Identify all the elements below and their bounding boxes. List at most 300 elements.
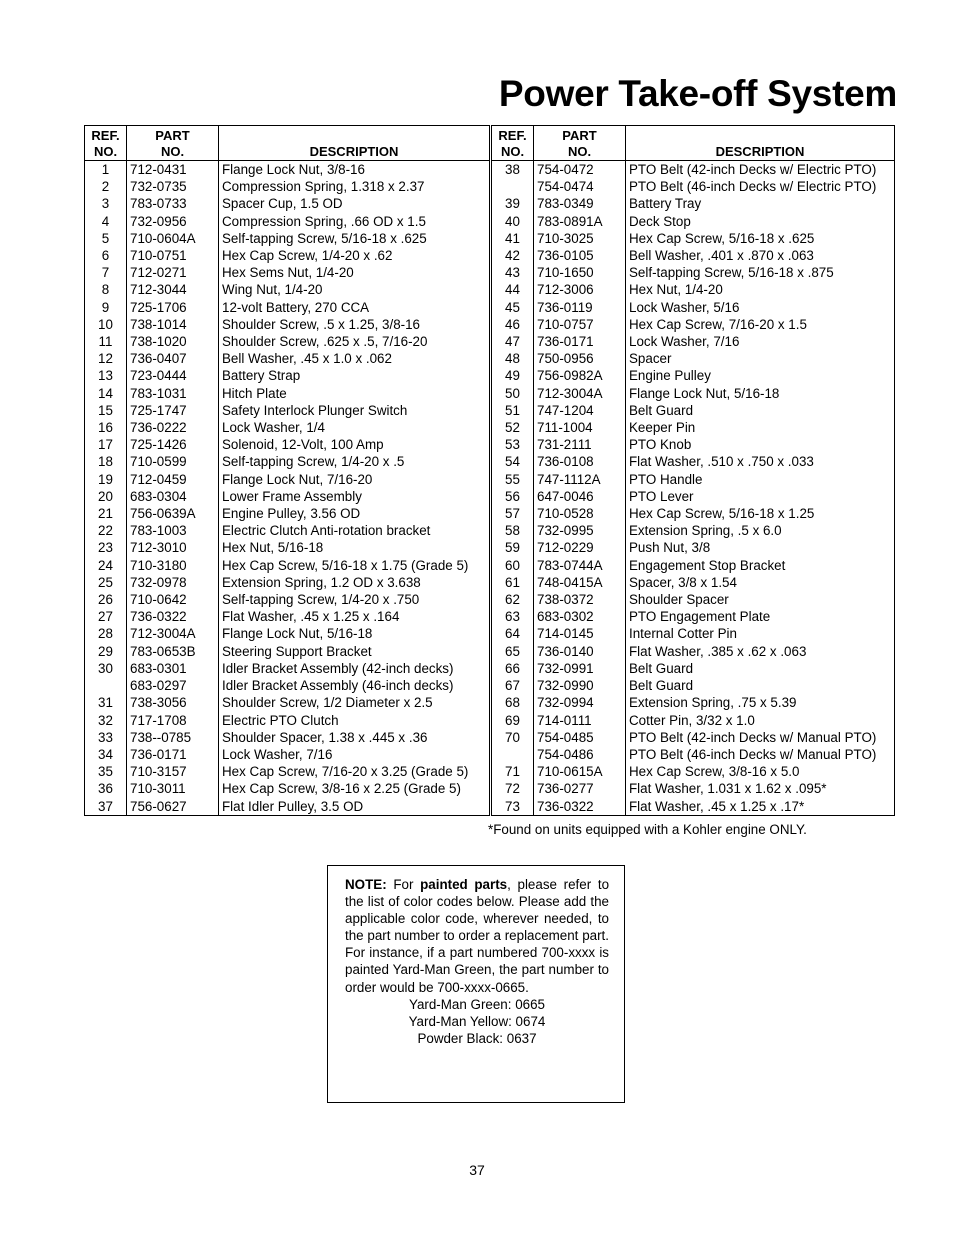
- table-row: [492, 798, 895, 816]
- description-cell: Compression Spring, 1.318 x 2.37: [219, 178, 490, 195]
- part-number-cell: 732-0995: [534, 522, 626, 539]
- note-bold-phrase: painted parts: [420, 877, 508, 892]
- part-number-cell: 783-0653B: [127, 643, 219, 660]
- description-cell: Flat Washer, 1.031 x 1.62 x .095*: [626, 780, 895, 797]
- table-row: [85, 316, 490, 333]
- part-number-cell: 736-0322: [127, 608, 219, 625]
- parts-table-right: [491, 125, 895, 816]
- description-cell: Battery Strap: [219, 367, 490, 384]
- part-number-cell: 732-0735: [127, 178, 219, 195]
- part-number-cell: 783-0891A: [534, 213, 626, 230]
- table-row: [85, 763, 490, 780]
- ref-cell: 32: [85, 712, 127, 729]
- table-row: [492, 350, 895, 367]
- part-number-cell: 736-0171: [534, 333, 626, 350]
- ref-cell: 38: [492, 161, 534, 179]
- table-row: [492, 195, 895, 212]
- description-cell: Engagement Stop Bracket: [626, 557, 895, 574]
- ref-cell: 33: [85, 729, 127, 746]
- part-number-cell: 710-0599: [127, 453, 219, 470]
- part-number-cell: 736-0277: [534, 780, 626, 797]
- ref-cell: 17: [85, 436, 127, 453]
- part-number-cell: 731-2111: [534, 436, 626, 453]
- ref-cell: 23: [85, 539, 127, 556]
- ref-cell: 72: [492, 780, 534, 797]
- ref-cell: 21: [85, 505, 127, 522]
- table-row: [492, 608, 895, 625]
- ref-cell: 4: [85, 213, 127, 230]
- description-cell: Flat Washer, .510 x .750 x .033: [626, 453, 895, 470]
- part-number-cell: 712-3004A: [127, 625, 219, 642]
- part-number-cell: 756-0639A: [127, 505, 219, 522]
- ref-cell: 63: [492, 608, 534, 625]
- part-number-cell: 738-0372: [534, 591, 626, 608]
- table-row: [492, 247, 895, 264]
- description-cell: PTO Lever: [626, 488, 895, 505]
- table-row: [85, 402, 490, 419]
- description-cell: Flat Washer, .45 x 1.25 x .164: [219, 608, 490, 625]
- table-row: [492, 230, 895, 247]
- ref-cell: 70: [492, 729, 534, 746]
- part-number-cell: 750-0956: [534, 350, 626, 367]
- part-number-cell: 710-3157: [127, 763, 219, 780]
- part-number-cell: 736-0171: [127, 746, 219, 763]
- header-ref: REF. NO.: [492, 126, 534, 161]
- ref-cell: 73: [492, 798, 534, 816]
- part-number-cell: 747-1204: [534, 402, 626, 419]
- table-row: [492, 316, 895, 333]
- description-cell: Solenoid, 12-Volt, 100 Amp: [219, 436, 490, 453]
- footnote: *Found on units equipped with a Kohler engine ONLY.: [488, 822, 807, 837]
- ref-cell: 58: [492, 522, 534, 539]
- description-cell: Idler Bracket Assembly (46-inch decks): [219, 677, 490, 694]
- part-number-cell: 756-0982A: [534, 367, 626, 384]
- table-row: [85, 419, 490, 436]
- table-row: [85, 299, 490, 316]
- ref-cell: 34: [85, 746, 127, 763]
- ref-cell: 55: [492, 471, 534, 488]
- ref-cell: 13: [85, 367, 127, 384]
- table-row: [492, 746, 895, 763]
- color-code-note-box: [327, 865, 625, 1103]
- table-row: [85, 557, 490, 574]
- table-row: [492, 729, 895, 746]
- description-cell: Compression Spring, .66 OD x 1.5: [219, 213, 490, 230]
- description-cell: Hex Cap Screw, 5/16-18 x 1.75 (Grade 5): [219, 557, 490, 574]
- description-cell: Belt Guard: [626, 677, 895, 694]
- table-row: [492, 660, 895, 677]
- table-row: [492, 643, 895, 660]
- table-row: [85, 660, 490, 677]
- description-cell: Spacer Cup, 1.5 OD: [219, 195, 490, 212]
- table-row: [85, 230, 490, 247]
- part-number-cell: 723-0444: [127, 367, 219, 384]
- part-number-cell: 738-3056: [127, 694, 219, 711]
- part-number-cell: 647-0046: [534, 488, 626, 505]
- table-row: [85, 333, 490, 350]
- ref-cell: 10: [85, 316, 127, 333]
- table-row: [85, 539, 490, 556]
- description-cell: Self-tapping Screw, 1/4-20 x .5: [219, 453, 490, 470]
- ref-cell: 67: [492, 677, 534, 694]
- ref-cell: 28: [85, 625, 127, 642]
- description-cell: Hex Cap Screw, 7/16-20 x 1.5: [626, 316, 895, 333]
- part-number-cell: 710-0757: [534, 316, 626, 333]
- ref-cell: 40: [492, 213, 534, 230]
- table-row: [492, 780, 895, 797]
- part-number-cell: 738--0785: [127, 729, 219, 746]
- color-code-item: Yard-Man Green: 0665: [409, 996, 545, 1012]
- part-number-cell: 712-0229: [534, 539, 626, 556]
- description-cell: PTO Knob: [626, 436, 895, 453]
- parts-table-left: [84, 125, 490, 816]
- ref-cell: 20: [85, 488, 127, 505]
- description-cell: Hex Cap Screw, 3/8-16 x 2.25 (Grade 5): [219, 780, 490, 797]
- ref-cell: 53: [492, 436, 534, 453]
- ref-cell: 19: [85, 471, 127, 488]
- part-number-cell: 732-0978: [127, 574, 219, 591]
- ref-cell: 46: [492, 316, 534, 333]
- table-row: [492, 557, 895, 574]
- part-number-cell: 710-1650: [534, 264, 626, 281]
- description-cell: PTO Belt (42-inch Decks w/ Manual PTO): [626, 729, 895, 746]
- header-part: PART NO.: [127, 126, 219, 161]
- part-number-cell: 710-0615A: [534, 763, 626, 780]
- description-cell: Battery Tray: [626, 195, 895, 212]
- description-cell: Belt Guard: [626, 660, 895, 677]
- table-row: [85, 677, 490, 694]
- table-row: [492, 522, 895, 539]
- description-cell: Shoulder Screw, .5 x 1.25, 3/8-16: [219, 316, 490, 333]
- part-number-cell: 712-3006: [534, 281, 626, 298]
- description-cell: Flat Idler Pulley, 3.5 OD: [219, 798, 490, 816]
- ref-cell: 6: [85, 247, 127, 264]
- description-cell: Lower Frame Assembly: [219, 488, 490, 505]
- table-row: [492, 402, 895, 419]
- description-cell: Wing Nut, 1/4-20: [219, 281, 490, 298]
- part-number-cell: 710-0751: [127, 247, 219, 264]
- description-cell: Steering Support Bracket: [219, 643, 490, 660]
- ref-cell: 69: [492, 712, 534, 729]
- part-number-cell: 747-1112A: [534, 471, 626, 488]
- description-cell: Flange Lock Nut, 3/8-16: [219, 161, 490, 179]
- ref-cell: 64: [492, 625, 534, 642]
- description-cell: Extension Spring, 1.2 OD x 3.638: [219, 574, 490, 591]
- ref-cell: 45: [492, 299, 534, 316]
- part-number-cell: 683-0297: [127, 677, 219, 694]
- description-cell: Internal Cotter Pin: [626, 625, 895, 642]
- table-row: [85, 161, 490, 179]
- ref-cell: 66: [492, 660, 534, 677]
- table-row: [492, 574, 895, 591]
- table-row: [85, 591, 490, 608]
- table-row: [85, 694, 490, 711]
- part-number-cell: 756-0627: [127, 798, 219, 816]
- table-row: [492, 367, 895, 384]
- part-number-cell: 725-1747: [127, 402, 219, 419]
- ref-cell: 22: [85, 522, 127, 539]
- table-row: [85, 712, 490, 729]
- description-cell: Engine Pulley: [626, 367, 895, 384]
- part-number-cell: 711-1004: [534, 419, 626, 436]
- description-cell: Lock Washer, 7/16: [219, 746, 490, 763]
- page-number: 37: [469, 1162, 485, 1178]
- table-row: [85, 522, 490, 539]
- description-cell: PTO Belt (42-inch Decks w/ Electric PTO): [626, 161, 895, 179]
- note-text: NOTE: For painted parts, please refer to the list of color codes below. Please add the applicable color code, wherever needed, to the part number to order a replacement part. For instance, if a part numbered 700-xxxx is painted Yard-Man Green, the part number to order would be 700-xxxx-0665.: [345, 877, 610, 995]
- part-number-cell: 736-0222: [127, 419, 219, 436]
- part-number-cell: 712-3044: [127, 281, 219, 298]
- header-description: DESCRIPTION: [626, 126, 895, 161]
- description-cell: Extension Spring, .75 x 5.39: [626, 694, 895, 711]
- part-number-cell: 683-0304: [127, 488, 219, 505]
- ref-cell: 3: [85, 195, 127, 212]
- note-label: NOTE:: [345, 877, 387, 892]
- description-cell: Keeper Pin: [626, 419, 895, 436]
- ref-cell: 31: [85, 694, 127, 711]
- description-cell: Lock Washer, 1/4: [219, 419, 490, 436]
- part-number-cell: 732-0956: [127, 213, 219, 230]
- description-cell: PTO Engagement Plate: [626, 608, 895, 625]
- part-number-cell: 725-1706: [127, 299, 219, 316]
- ref-cell: 25: [85, 574, 127, 591]
- color-code-list: [345, 996, 609, 1047]
- part-number-cell: 710-0528: [534, 505, 626, 522]
- ref-cell: 56: [492, 488, 534, 505]
- table-row: [492, 453, 895, 470]
- ref-cell: 62: [492, 591, 534, 608]
- description-cell: Belt Guard: [626, 402, 895, 419]
- ref-cell: 71: [492, 763, 534, 780]
- table-row: [85, 780, 490, 797]
- description-cell: Flange Lock Nut, 7/16-20: [219, 471, 490, 488]
- description-cell: Extension Spring, .5 x 6.0: [626, 522, 895, 539]
- table-row: [492, 281, 895, 298]
- part-number-cell: 783-0733: [127, 195, 219, 212]
- ref-cell: 59: [492, 539, 534, 556]
- description-cell: Shoulder Spacer: [626, 591, 895, 608]
- part-number-cell: 732-0994: [534, 694, 626, 711]
- part-number-cell: 736-0105: [534, 247, 626, 264]
- part-number-cell: 754-0486: [534, 746, 626, 763]
- description-cell: Engine Pulley, 3.56 OD: [219, 505, 490, 522]
- ref-cell: 24: [85, 557, 127, 574]
- description-cell: Self-tapping Screw, 1/4-20 x .750: [219, 591, 490, 608]
- ref-cell: 44: [492, 281, 534, 298]
- ref-cell: 51: [492, 402, 534, 419]
- table-row: [492, 712, 895, 729]
- ref-cell: 16: [85, 419, 127, 436]
- table-row: [492, 505, 895, 522]
- ref-cell: [492, 746, 534, 763]
- header-ref: REF. NO.: [85, 126, 127, 161]
- description-cell: Flat Washer, .45 x 1.25 x .17*: [626, 798, 895, 816]
- description-cell: PTO Handle: [626, 471, 895, 488]
- table-row: [85, 367, 490, 384]
- description-cell: Hex Nut, 5/16-18: [219, 539, 490, 556]
- description-cell: Shoulder Screw, .625 x .5, 7/16-20: [219, 333, 490, 350]
- description-cell: Hex Cap Screw, 5/16-18 x 1.25: [626, 505, 895, 522]
- ref-cell: 49: [492, 367, 534, 384]
- table-row: [492, 591, 895, 608]
- table-row: [492, 436, 895, 453]
- part-number-cell: 683-0301: [127, 660, 219, 677]
- table-row: [85, 385, 490, 402]
- ref-cell: 8: [85, 281, 127, 298]
- ref-cell: 27: [85, 608, 127, 625]
- part-number-cell: 783-1003: [127, 522, 219, 539]
- description-cell: Flat Washer, .385 x .62 x .063: [626, 643, 895, 660]
- table-row: [492, 213, 895, 230]
- table-row: [85, 471, 490, 488]
- ref-cell: [492, 178, 534, 195]
- table-row: [85, 608, 490, 625]
- ref-cell: 61: [492, 574, 534, 591]
- description-cell: Lock Washer, 5/16: [626, 299, 895, 316]
- part-number-cell: 738-1020: [127, 333, 219, 350]
- table-row: [492, 488, 895, 505]
- table-row: [85, 505, 490, 522]
- table-row: [492, 333, 895, 350]
- part-number-cell: 717-1708: [127, 712, 219, 729]
- part-number-cell: 714-0111: [534, 712, 626, 729]
- part-number-cell: 736-0119: [534, 299, 626, 316]
- header-part: PART NO.: [534, 126, 626, 161]
- parts-table-left-body: [85, 161, 490, 816]
- ref-cell: 48: [492, 350, 534, 367]
- table-row: [85, 798, 490, 816]
- table-row: [85, 281, 490, 298]
- table-row: [85, 729, 490, 746]
- part-number-cell: 710-3180: [127, 557, 219, 574]
- part-number-cell: 736-0140: [534, 643, 626, 660]
- ref-cell: 18: [85, 453, 127, 470]
- ref-cell: 7: [85, 264, 127, 281]
- ref-cell: 9: [85, 299, 127, 316]
- table-row: [85, 453, 490, 470]
- description-cell: Flange Lock Nut, 5/16-18: [626, 385, 895, 402]
- page-title: Power Take-off System: [498, 73, 897, 114]
- description-cell: Hex Sems Nut, 1/4-20: [219, 264, 490, 281]
- description-cell: Shoulder Screw, 1/2 Diameter x 2.5: [219, 694, 490, 711]
- ref-cell: 26: [85, 591, 127, 608]
- table-row: [85, 746, 490, 763]
- part-number-cell: 736-0108: [534, 453, 626, 470]
- part-number-cell: 683-0302: [534, 608, 626, 625]
- table-row: [85, 574, 490, 591]
- color-code-item: Powder Black: 0637: [417, 1030, 537, 1046]
- part-number-cell: 748-0415A: [534, 574, 626, 591]
- description-cell: Idler Bracket Assembly (42-inch decks): [219, 660, 490, 677]
- ref-cell: 14: [85, 385, 127, 402]
- part-number-cell: 710-0604A: [127, 230, 219, 247]
- table-row: [492, 419, 895, 436]
- description-cell: PTO Belt (46-inch Decks w/ Electric PTO): [626, 178, 895, 195]
- part-number-cell: 712-0459: [127, 471, 219, 488]
- description-cell: Flange Lock Nut, 5/16-18: [219, 625, 490, 642]
- ref-cell: 30: [85, 660, 127, 677]
- description-cell: Hitch Plate: [219, 385, 490, 402]
- description-cell: Push Nut, 3/8: [626, 539, 895, 556]
- description-cell: Deck Stop: [626, 213, 895, 230]
- ref-cell: 43: [492, 264, 534, 281]
- table-row: [492, 625, 895, 642]
- description-cell: Shoulder Spacer, 1.38 x .445 x .36: [219, 729, 490, 746]
- part-number-cell: 712-0271: [127, 264, 219, 281]
- ref-cell: 41: [492, 230, 534, 247]
- part-number-cell: 712-3010: [127, 539, 219, 556]
- part-number-cell: 732-0990: [534, 677, 626, 694]
- ref-cell: 57: [492, 505, 534, 522]
- description-cell: Self-tapping Screw, 5/16-18 x .875: [626, 264, 895, 281]
- part-number-cell: 754-0474: [534, 178, 626, 195]
- ref-cell: 52: [492, 419, 534, 436]
- description-cell: Cotter Pin, 3/32 x 1.0: [626, 712, 895, 729]
- table-row: [492, 763, 895, 780]
- description-cell: 12-volt Battery, 270 CCA: [219, 299, 490, 316]
- table-row: [492, 677, 895, 694]
- ref-cell: 1: [85, 161, 127, 179]
- ref-cell: 35: [85, 763, 127, 780]
- ref-cell: 12: [85, 350, 127, 367]
- part-number-cell: 754-0485: [534, 729, 626, 746]
- part-number-cell: 725-1426: [127, 436, 219, 453]
- part-number-cell: 710-0642: [127, 591, 219, 608]
- table-row: [85, 436, 490, 453]
- ref-cell: 68: [492, 694, 534, 711]
- part-number-cell: 710-3011: [127, 780, 219, 797]
- ref-cell: 2: [85, 178, 127, 195]
- table-row: [492, 694, 895, 711]
- ref-cell: 39: [492, 195, 534, 212]
- table-row: [492, 264, 895, 281]
- ref-cell: 54: [492, 453, 534, 470]
- table-row: [492, 299, 895, 316]
- table-row: [85, 195, 490, 212]
- part-number-cell: 710-3025: [534, 230, 626, 247]
- description-cell: Hex Cap Screw, 1/4-20 x .62: [219, 247, 490, 264]
- table-row: [85, 178, 490, 195]
- part-number-cell: 738-1014: [127, 316, 219, 333]
- description-cell: Bell Washer, .45 x 1.0 x .062: [219, 350, 490, 367]
- table-row: [85, 625, 490, 642]
- header-description: DESCRIPTION: [219, 126, 490, 161]
- ref-cell: 15: [85, 402, 127, 419]
- ref-cell: 36: [85, 780, 127, 797]
- description-cell: Hex Cap Screw, 5/16-18 x .625: [626, 230, 895, 247]
- part-number-cell: 783-0744A: [534, 557, 626, 574]
- part-number-cell: 783-0349: [534, 195, 626, 212]
- ref-cell: 47: [492, 333, 534, 350]
- description-cell: Spacer: [626, 350, 895, 367]
- part-number-cell: 732-0991: [534, 660, 626, 677]
- part-number-cell: 736-0407: [127, 350, 219, 367]
- ref-cell: [85, 677, 127, 694]
- ref-cell: 65: [492, 643, 534, 660]
- ref-cell: 37: [85, 798, 127, 816]
- table-row: [85, 247, 490, 264]
- description-cell: Bell Washer, .401 x .870 x .063: [626, 247, 895, 264]
- description-cell: Hex Cap Screw, 7/16-20 x 3.25 (Grade 5): [219, 763, 490, 780]
- table-row: [492, 385, 895, 402]
- ref-cell: 60: [492, 557, 534, 574]
- table-row: [492, 178, 895, 195]
- table-row: [85, 213, 490, 230]
- description-cell: Electric Clutch Anti-rotation bracket: [219, 522, 490, 539]
- table-header-row: [492, 126, 895, 161]
- description-cell: Spacer, 3/8 x 1.54: [626, 574, 895, 591]
- description-cell: PTO Belt (46-inch Decks w/ Manual PTO): [626, 746, 895, 763]
